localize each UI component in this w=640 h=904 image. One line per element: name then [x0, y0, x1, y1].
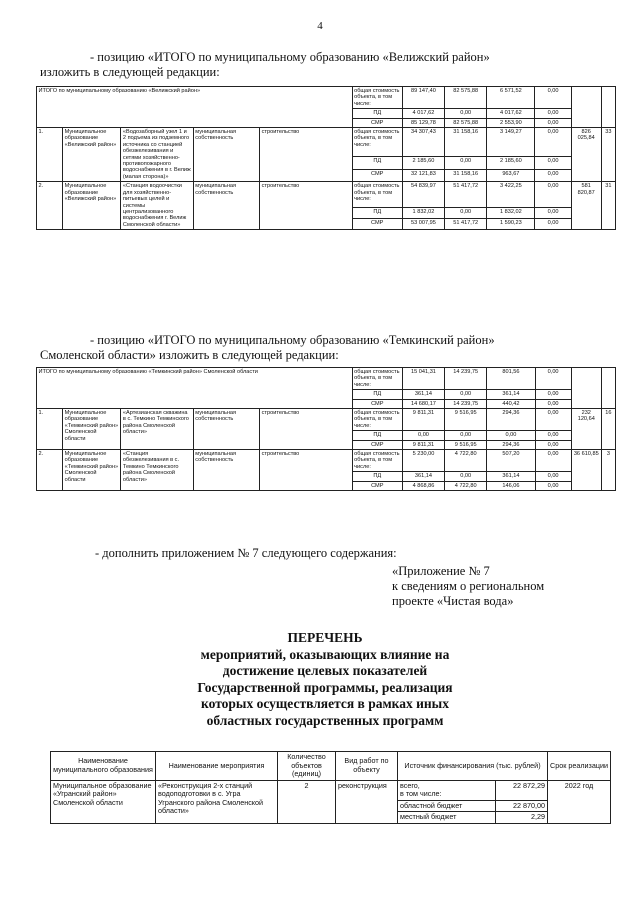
title-line: мероприятий, оказывающих влияние на	[200, 646, 450, 662]
cell-fin-total-label	[398, 780, 496, 800]
cost-label: общая стоимость объекта, в том числе:	[352, 368, 402, 390]
ownership: муниципальная собственность	[193, 128, 259, 182]
document-title	[140, 630, 510, 729]
row-number: 2.	[37, 182, 63, 230]
header-mo: Наименование муниципального образования	[51, 752, 156, 781]
pd-value: 2 185,60	[487, 157, 535, 169]
count-value: 16	[601, 409, 615, 450]
smr-value: 4 868,86	[402, 481, 444, 490]
municipality: Муниципальное образование «Темкинский район» Смоленской области	[63, 450, 121, 491]
smr-value: 14 239,75	[445, 399, 487, 408]
ownership: муниципальная собственность	[193, 182, 259, 230]
cost-value: 82 575,88	[445, 87, 487, 109]
table-row	[37, 450, 616, 472]
page-number: 4	[317, 20, 323, 32]
cost-value: 3 422,25	[487, 182, 535, 208]
smr-label: СМР	[352, 219, 402, 230]
cost-value: 0,00	[535, 87, 571, 109]
title-line: Государственной программы, реализация	[197, 679, 453, 695]
smr-value: 53 007,95	[402, 219, 444, 230]
smr-value: 440,42	[487, 399, 535, 408]
municipality: Муниципальное образование «Велижский район»	[63, 182, 121, 230]
municipality: Муниципальное образование «Темкинский район» Смоленской области	[63, 409, 121, 450]
pd-value: 0,00	[402, 431, 444, 440]
object-name: «Станция обезжелезивания в с. Темкино Темкинского района Смоленской области»	[121, 450, 193, 491]
title-line: областных государственных программ	[206, 712, 444, 728]
cost-label: общая стоимость объекта, в том числе:	[352, 450, 402, 472]
pd-value: 0,00	[445, 208, 487, 219]
cost-value: 801,56	[487, 368, 535, 390]
object-name: «Водозаборный узел 1 и 2 подъема из подземного источника со станцией обезжелезивания и сетями хозяйственно-противопожарного водоснабжения в г. Велиж (малая сторона)»	[121, 128, 193, 182]
cell-fin-local-value: 2,29	[496, 812, 548, 824]
pd-value: 4 017,62	[402, 109, 444, 118]
smr-value: 0,00	[535, 219, 571, 230]
ownership: муниципальная собственность	[193, 409, 259, 450]
municipality: Муниципальное образование «Велижский район»	[63, 128, 121, 182]
pd-value: 0,00	[445, 390, 487, 399]
pd-value: 0,00	[535, 109, 571, 118]
pd-value: 361,14	[487, 390, 535, 399]
pd-value: 0,00	[445, 157, 487, 169]
appendix-caption	[392, 564, 544, 609]
row-number: 1.	[37, 409, 63, 450]
cost-value: 0,00	[535, 182, 571, 208]
cell-fin-total-value: 22 872,29	[496, 780, 548, 800]
cost-label: общая стоимость объекта, в том числе:	[352, 409, 402, 431]
count-value	[601, 368, 615, 409]
total-row	[37, 87, 616, 109]
smr-label: СМР	[352, 399, 402, 408]
smr-value: 85 129,78	[402, 118, 444, 127]
cell-fin-local-label: местный бюджет	[398, 812, 496, 824]
cost-value: 34 307,43	[402, 128, 444, 157]
count-value: 3	[601, 450, 615, 491]
smr-value: 4 722,80	[445, 481, 487, 490]
count-value	[601, 87, 615, 128]
pd-value: 0,00	[535, 390, 571, 399]
smr-value: 0,00	[535, 399, 571, 408]
pd-value: 0,00	[445, 431, 487, 440]
total-label: ИТОГО по муниципальному образованию «Темкинский район» Смоленской области	[37, 368, 353, 409]
cost-value: 14 239,75	[445, 368, 487, 390]
work-type: строительство	[260, 409, 353, 450]
work-type: строительство	[260, 450, 353, 491]
appendix-line: к сведениям о региональном	[392, 579, 545, 593]
pd-value: 0,00	[445, 109, 487, 118]
fin-label: в том числе:	[400, 789, 442, 798]
pd-value: 0,00	[535, 472, 571, 481]
pd-label: ПД	[352, 208, 402, 219]
cost-value: 54 839,97	[402, 182, 444, 208]
capacity-value	[571, 87, 601, 128]
temkino-table-body	[37, 368, 616, 491]
table-row	[37, 128, 616, 157]
smr-label: СМР	[352, 169, 402, 181]
smr-value: 0,00	[535, 440, 571, 449]
smr-value: 0,00	[535, 118, 571, 127]
cost-value: 0,00	[535, 368, 571, 390]
smr-label: СМР	[352, 440, 402, 449]
pd-value: 2 185,60	[402, 157, 444, 169]
cost-value: 51 417,72	[445, 182, 487, 208]
paragraph-line: - позицию «ИТОГО по муниципальному образованию «Темкинский район»	[90, 333, 495, 347]
cell-name: «Реконструкция 2-х станций водоподготовки в с. Угра Угранского района Смоленской области»	[156, 780, 278, 823]
pd-value: 0,00	[445, 472, 487, 481]
pd-value: 1 832,02	[402, 208, 444, 219]
header-work: Вид работ по объекту	[336, 752, 398, 781]
cell-mo: Муниципальное образование «Угранский район» Смоленской области	[51, 780, 156, 823]
cost-label: общая стоимость объекта, в том числе:	[352, 128, 402, 157]
capacity-value: 36 610,85	[571, 450, 601, 491]
cost-value: 9 516,95	[445, 409, 487, 431]
smr-value: 51 417,72	[445, 219, 487, 230]
capacity-value: 826 025,84	[571, 128, 601, 182]
title-line: достижение целевых показателей	[222, 663, 428, 678]
object-name: «Артезианская скважина в с. Темкино Темкинского района Смоленской области»	[121, 409, 193, 450]
fin-label: всего,	[400, 780, 420, 790]
cost-value: 0,00	[535, 409, 571, 431]
cost-value: 294,36	[487, 409, 535, 431]
table-row	[37, 182, 616, 208]
pd-value: 361,14	[402, 390, 444, 399]
ownership: муниципальная собственность	[193, 450, 259, 491]
cell-qty: 2	[278, 780, 336, 823]
work-type: строительство	[260, 182, 352, 230]
object-name: «Станция водоочистки для хозяйственно-питьевых целей и системы централизованного водоснабжения г. Велиж Смоленской области»	[121, 182, 193, 230]
header-qty: Количество объектов (единиц)	[278, 752, 336, 781]
pd-value: 361,14	[402, 472, 444, 481]
smr-label: СМР	[352, 118, 402, 127]
cost-value: 0,00	[535, 450, 571, 472]
cost-label: общая стоимость объекта, в том числе:	[352, 182, 402, 208]
measures-table	[50, 751, 611, 824]
cost-value: 507,20	[487, 450, 535, 472]
smr-value: 2 553,90	[487, 118, 535, 127]
smr-value: 82 575,88	[445, 118, 487, 127]
table-row	[51, 780, 611, 800]
header-financing: Источник финансирования (тыс. рублей)	[398, 752, 548, 781]
cost-value: 4 722,80	[445, 450, 487, 472]
temkino-table	[36, 367, 616, 491]
pd-value: 0,00	[535, 208, 571, 219]
capacity-value: 581 820,87	[571, 182, 601, 230]
smr-value: 146,06	[487, 481, 535, 490]
pd-value: 4 017,62	[487, 109, 535, 118]
cost-value: 0,00	[535, 128, 571, 157]
pd-label: ПД	[352, 109, 402, 118]
capacity-value	[571, 368, 601, 409]
cost-value: 31 158,16	[445, 128, 487, 157]
pd-value: 0,00	[535, 431, 571, 440]
cost-value: 5 230,00	[402, 450, 444, 472]
paragraph-appendix: - дополнить приложением № 7 следующего содержания:	[95, 546, 397, 560]
table-header-row	[51, 752, 611, 781]
smr-value: 0,00	[535, 169, 571, 181]
pd-value: 0,00	[487, 431, 535, 440]
table-row	[37, 409, 616, 431]
appendix-line: «Приложение № 7	[392, 564, 490, 578]
paragraph-velizh	[40, 50, 620, 80]
smr-value: 1 590,23	[487, 219, 535, 230]
smr-value: 32 121,83	[402, 169, 444, 181]
pd-label: ПД	[352, 157, 402, 169]
cost-label: общая стоимость объекта, в том числе:	[352, 87, 402, 109]
cell-term: 2022 год	[548, 780, 611, 823]
total-row	[37, 368, 616, 390]
paragraph-line: изложить в следующей редакции:	[40, 65, 220, 79]
cost-value: 3 149,27	[487, 128, 535, 157]
smr-value: 9 811,31	[402, 440, 444, 449]
title-line: ПЕРЕЧЕНЬ	[287, 630, 363, 645]
smr-value: 963,67	[487, 169, 535, 181]
pd-value: 0,00	[535, 157, 571, 169]
title-line: которых осуществляется в рамках иных	[201, 696, 449, 711]
pd-label: ПД	[352, 472, 402, 481]
cost-value: 6 571,52	[487, 87, 535, 109]
count-value: 33	[601, 128, 615, 182]
appendix-line: проекте «Чистая вода»	[392, 594, 514, 608]
smr-value: 31 158,16	[445, 169, 487, 181]
row-number: 2.	[37, 450, 63, 491]
header-term: Срок реализации	[548, 752, 611, 781]
velizh-table	[36, 86, 616, 230]
cost-value: 9 811,31	[402, 409, 444, 431]
paragraph-line: - позицию «ИТОГО по муниципальному образованию «Велижский район»	[90, 50, 490, 64]
total-label: ИТОГО по муниципальному образованию «Велижский район»	[37, 87, 353, 128]
pd-label: ПД	[352, 390, 402, 399]
cost-value: 15 041,31	[402, 368, 444, 390]
count-value: 31	[601, 182, 615, 230]
smr-value: 294,36	[487, 440, 535, 449]
cost-value: 89 147,40	[402, 87, 444, 109]
pd-label: ПД	[352, 431, 402, 440]
velizh-table-body	[37, 87, 616, 230]
smr-label: СМР	[352, 481, 402, 490]
paragraph-temkino	[40, 333, 620, 363]
paragraph-line: Смоленской области» изложить в следующей редакции:	[40, 348, 339, 362]
row-number: 1.	[37, 128, 63, 182]
work-type: строительство	[260, 128, 352, 182]
smr-value: 14 680,17	[402, 399, 444, 408]
pd-value: 1 832,02	[487, 208, 535, 219]
header-name: Наименование мероприятия	[156, 752, 278, 781]
capacity-value: 232 120,64	[571, 409, 601, 450]
cell-fin-regional-value: 22 870,00	[496, 800, 548, 812]
smr-value: 0,00	[535, 481, 571, 490]
cell-fin-regional-label: областной бюджет	[398, 800, 496, 812]
cell-work: реконструкция	[336, 780, 398, 823]
smr-value: 9 516,95	[445, 440, 487, 449]
pd-value: 361,14	[487, 472, 535, 481]
